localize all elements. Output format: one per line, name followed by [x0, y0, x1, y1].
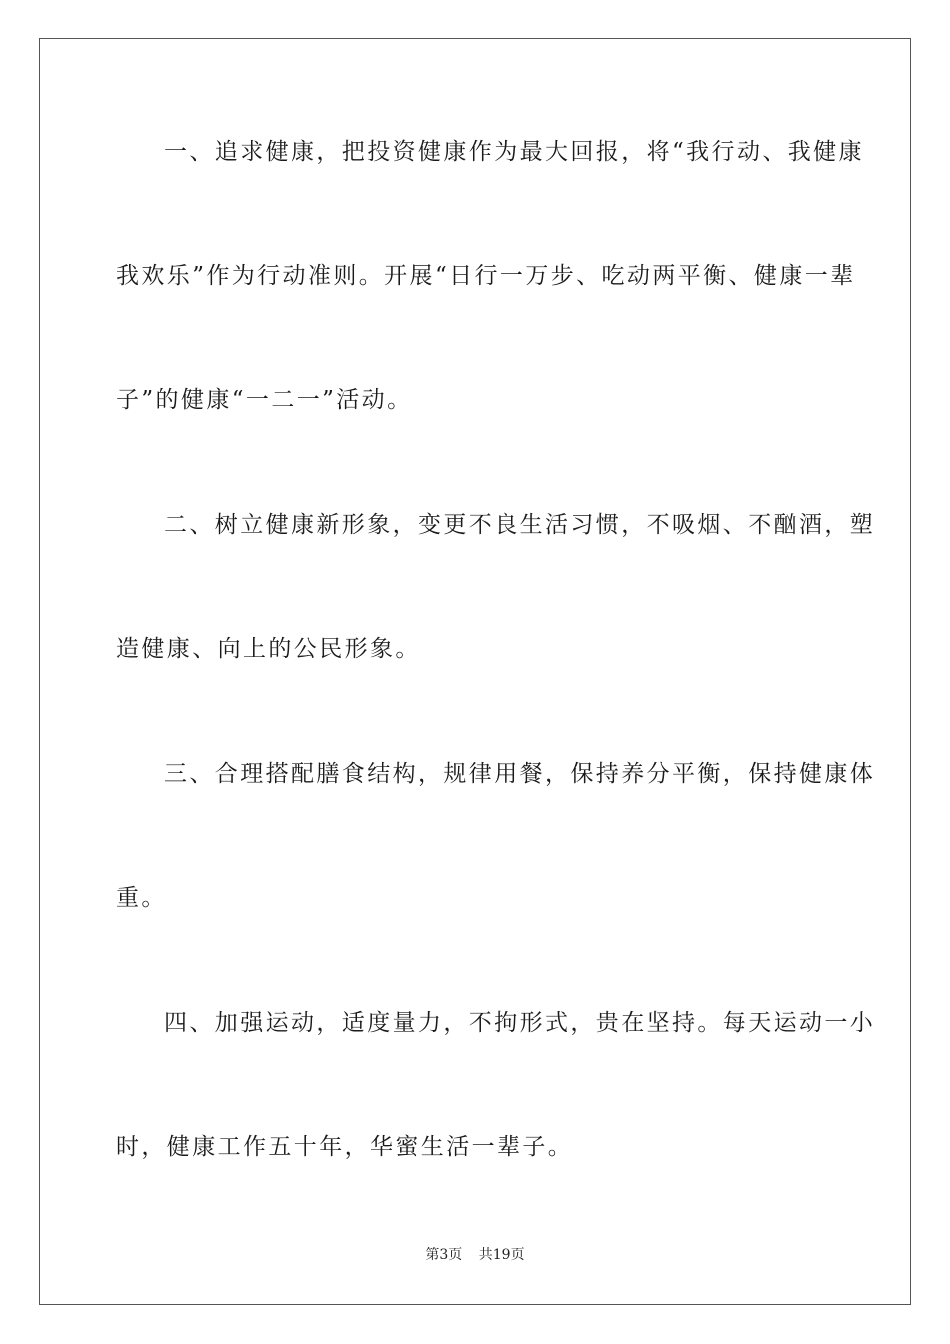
- page-total: 共19页: [478, 1247, 525, 1263]
- page-number: 第3页: [425, 1247, 463, 1263]
- paragraph-1-line-2: 我欢乐”作为行动准则。开展“日行一万步、吃动两平衡、健康一辈: [116, 263, 856, 289]
- paragraph-3-line-2: 重。: [116, 885, 167, 911]
- page-footer: [0, 1246, 950, 1264]
- paragraph-2-line-1: 二、树立健康新形象，变更不良生活习惯，不吸烟、不酗酒，塑: [164, 512, 876, 538]
- paragraph-1-line-1: 一、追求健康，把投资健康作为最大回报，将“我行动、我健康: [164, 139, 864, 165]
- paragraph-3-line-1: 三、合理搭配膳食结构，规律用餐，保持养分平衡，保持健康体: [164, 761, 876, 787]
- paragraph-2-line-2: 造健康、向上的公民形象。: [116, 636, 421, 662]
- paragraph-1-line-3: 子”的健康“一二一”活动。: [116, 387, 413, 413]
- page-border: [39, 38, 911, 1305]
- paragraph-4-line-1: 四、加强运动，适度量力，不拘形式，贵在坚持。每天运动一小: [164, 1010, 876, 1036]
- paragraph-4-line-2: 时，健康工作五十年，华蜜生活一辈子。: [116, 1134, 574, 1160]
